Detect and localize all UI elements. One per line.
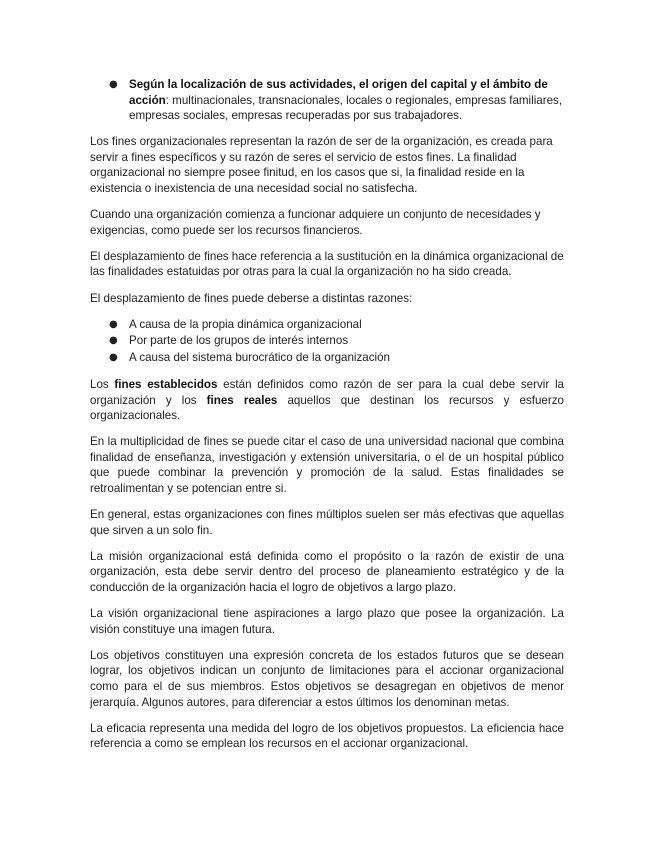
text-run: Los xyxy=(90,377,115,391)
list-item xyxy=(109,77,564,124)
paragraph: Los fines organizacionales representan la razón de ser de la organización, es creada para servir a fines específicos y su razón de seres el servicio de estos fines. La finalidad organizacional no siempre posee finitud, en los casos que si, la finalidad reside en la existencia o inexistencia de una necesidad social no satisfecha. xyxy=(90,135,553,196)
paragraph: La visión organizacional tiene aspiraciones a largo plazo que posee la organización. La visión constituye una imagen futura. xyxy=(90,607,564,636)
bold-term: Según la localización de sus actividades, el origen del capital y el ámbito de acción xyxy=(129,78,548,107)
bullet-list-reasons xyxy=(90,317,564,367)
bullet-icon: ● xyxy=(109,318,118,330)
paragraph: El desplazamiento de fines hace referencia a la sustitución en la dinámica organizacional de las finalidades estatuidas por otras para la cual la organización no ha sido creada. xyxy=(90,249,564,279)
bold-term: fines establecidos xyxy=(114,377,218,391)
bold-term: fines reales xyxy=(206,393,278,407)
paragraph xyxy=(90,377,564,424)
paragraph: Los objetivos constituyen una expresión concreta de los estados futuros que se desean lograr, los objetivos indican un conjunto de limitaciones para el accionar organizacional como para el de sus miembros. Estos objetivos se desagregan en objetivos de menor jerarquía. Algunos autores, para diferenciar a estos últimos los denominan metas. xyxy=(90,648,564,709)
list-item-text: A causa del sistema burocrático de la organización xyxy=(129,350,391,364)
bullet-list-classification xyxy=(90,77,564,124)
bullet-icon: ● xyxy=(109,351,118,363)
paragraph: El desplazamiento de fines puede deberse a distintas razones: xyxy=(90,291,413,305)
paragraph: La misión organizacional está definida como el propósito o la razón de existir de una organización, esta debe servir dentro del proceso de planeamiento estratégico y de la conducción de la organización hacia el logro de objetivos a largo plazo. xyxy=(90,549,564,594)
list-item-text: Por parte de los grupos de interés internos xyxy=(129,334,349,348)
paragraph: En la multiplicidad de fines se puede citar el caso de una universidad nacional que combina finalidad de enseñanza, investigación y extensión universitaria, o el de un hospital público que puede combinar la prevención y promoción de la salud. Estas finalidades se retroalimentan y se potencian entre si. xyxy=(90,435,564,495)
document-body xyxy=(90,77,564,762)
text-run: están definidos como razón de ser para la cual debe servir la organización y los xyxy=(90,377,564,407)
bullet-icon: ● xyxy=(109,335,118,347)
list-item xyxy=(109,350,564,367)
list-item-text: A causa de la propia dinámica organizacional xyxy=(129,317,362,331)
paragraph: La eficacia representa una medida del logro de los objetivos propuestos. La eficiencia hace referencia a como se emplean los recursos en el accionar organizacional. xyxy=(90,721,564,751)
list-item-text: : multinacionales, transnacionales, locales o regionales, empresas familiares, empresas sociales, empresas recuperadas por sus trabajadores. xyxy=(129,93,563,123)
paragraph: En general, estas organizaciones con fines múltiplos suelen ser más efectivas que aquellas que sirven a un solo fin. xyxy=(90,508,564,537)
bullet-icon: ● xyxy=(109,79,118,90)
list-item xyxy=(109,317,564,334)
list-item xyxy=(109,333,564,350)
text-run: aquellos que destinan los recursos y esfuerzo organizacionales. xyxy=(90,393,564,423)
paragraph: Cuando una organización comienza a funcionar adquiere un conjunto de necesidades y exigencias, como puede ser los recursos financieros. xyxy=(90,208,541,237)
